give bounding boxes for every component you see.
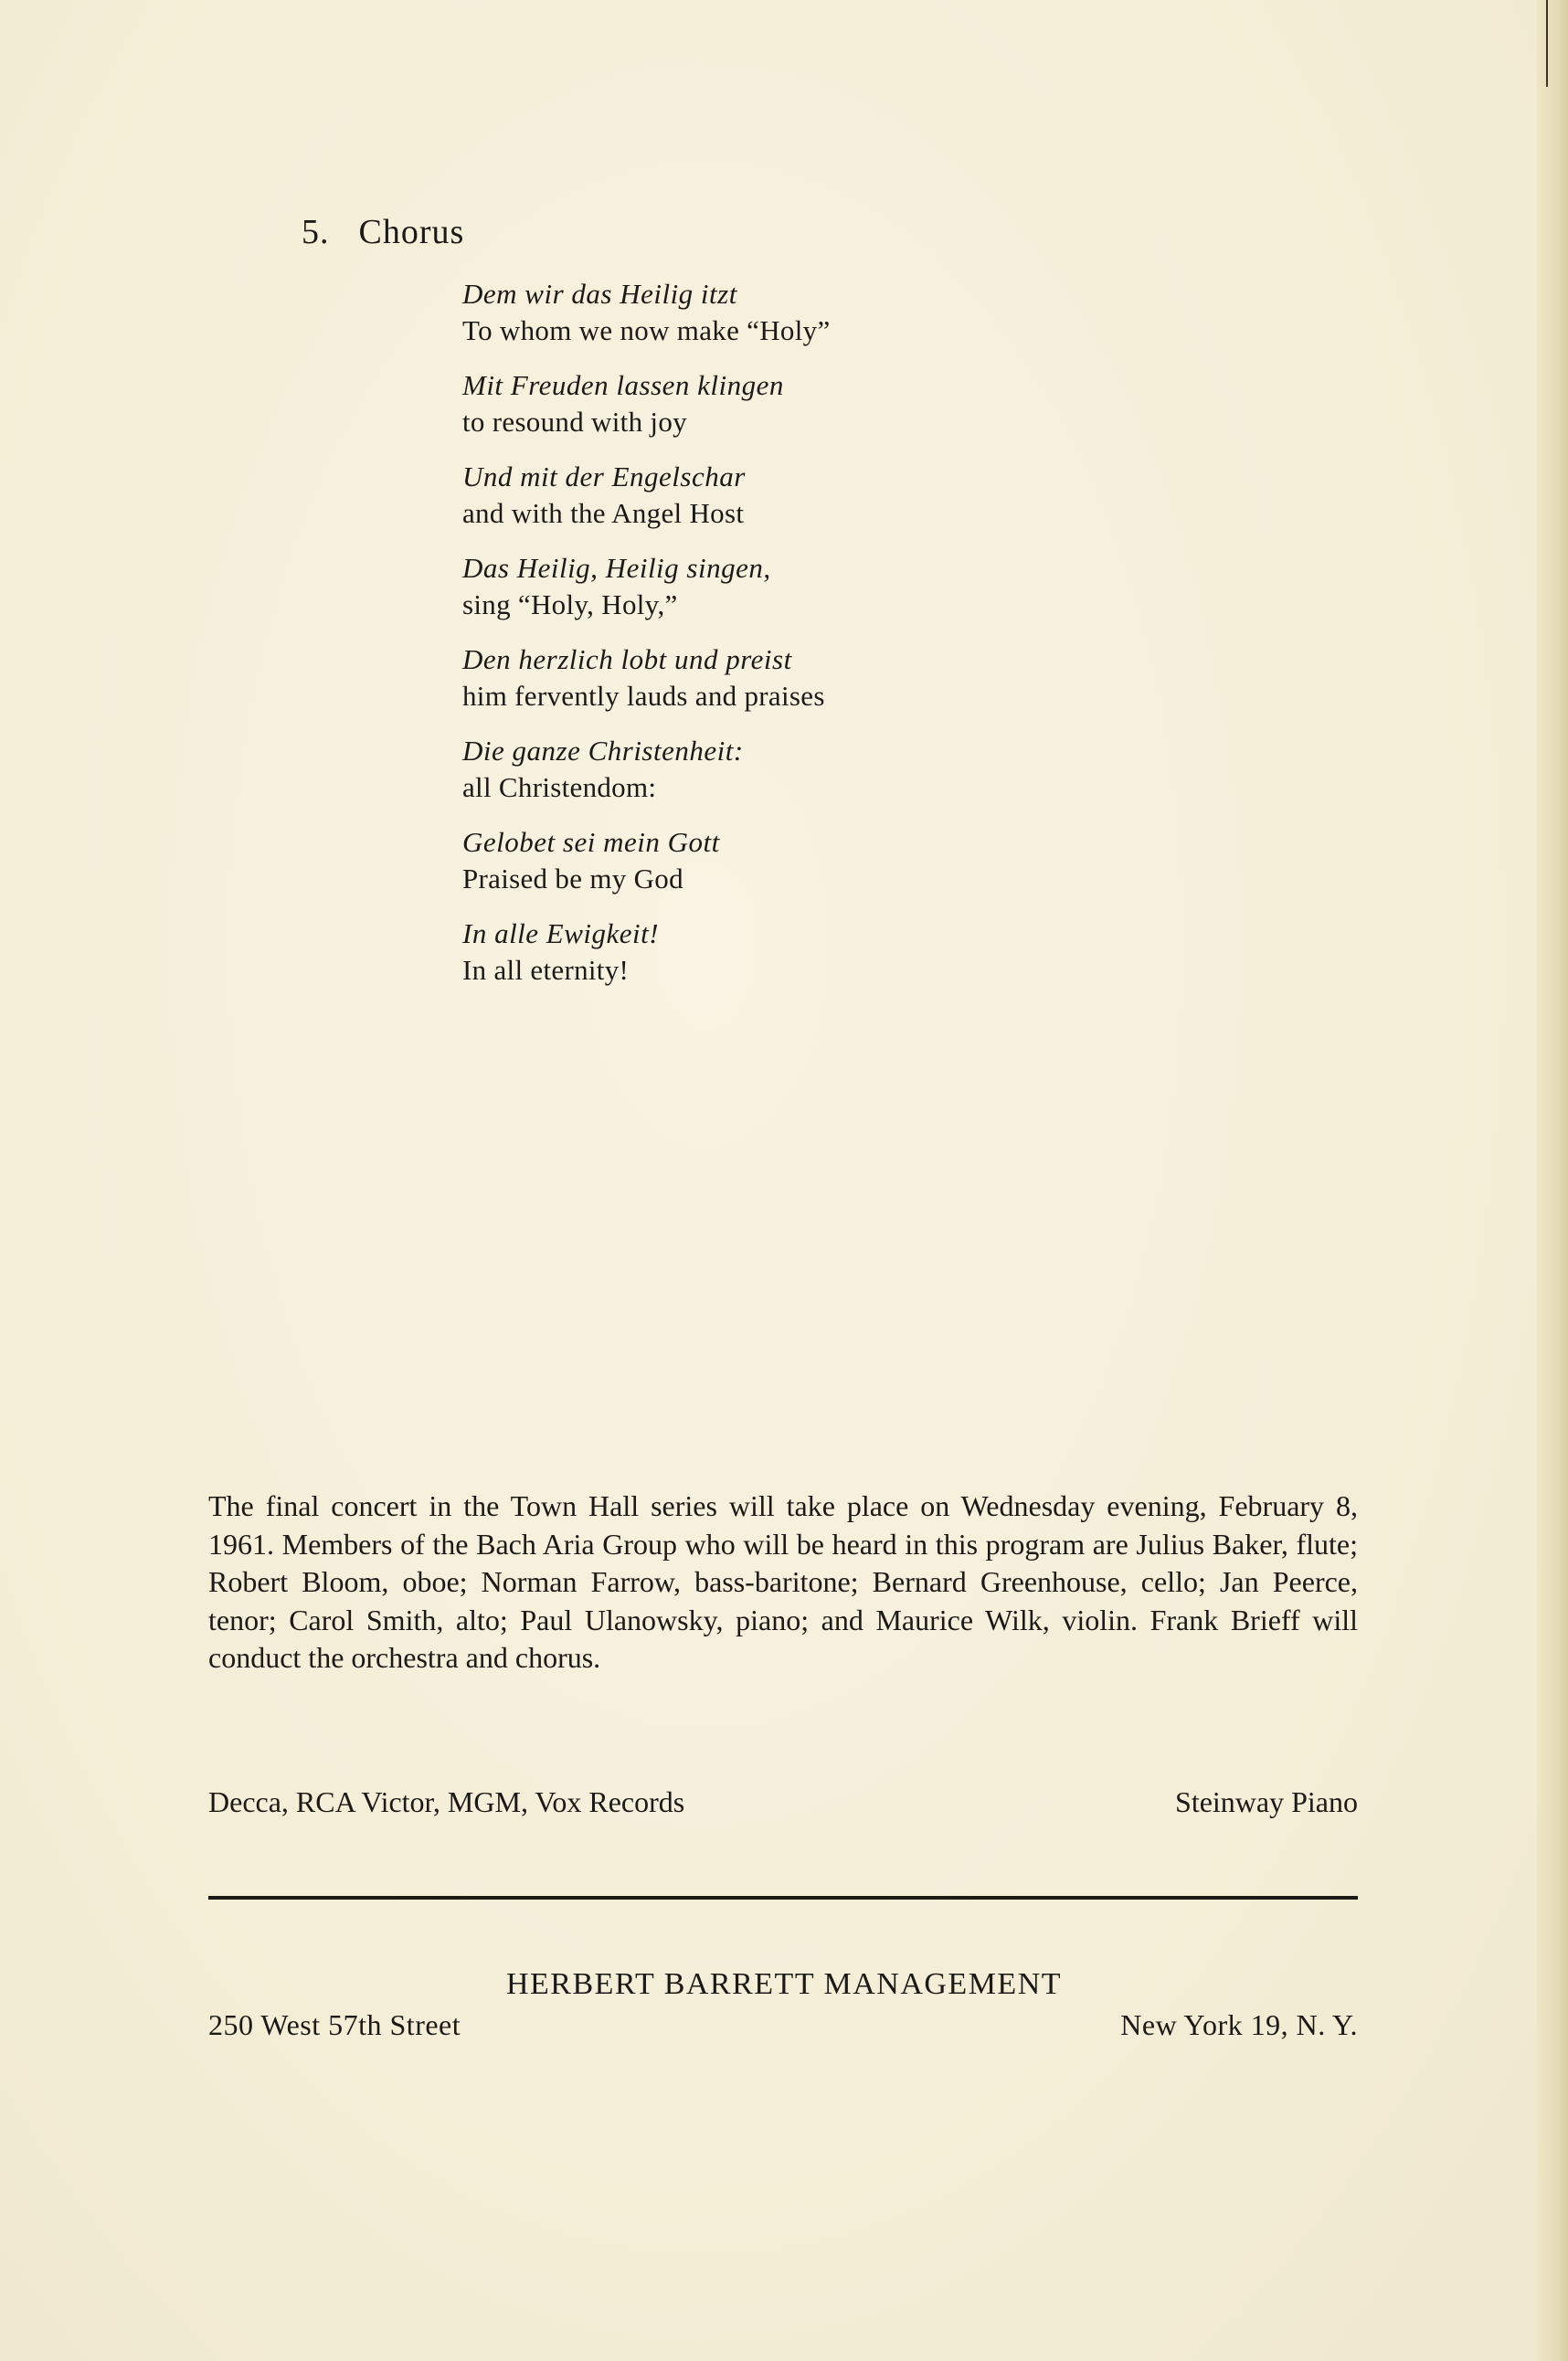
german-line: Dem wir das Heilig itzt	[462, 278, 737, 310]
verse-6	[462, 733, 1285, 806]
verse-3	[462, 459, 1285, 532]
german-line: Und mit der Engelschar	[462, 461, 746, 492]
english-line: to resound with joy	[462, 406, 687, 438]
page-edge-mark	[1546, 0, 1548, 87]
section-heading	[302, 212, 464, 252]
street-address: 250 West 57th Street	[208, 2008, 461, 2041]
verse-5	[462, 641, 1285, 715]
german-line: Mit Freuden lassen klingen	[462, 369, 784, 401]
management-name: HERBERT BARRETT MANAGEMENT	[505, 1967, 1063, 2001]
english-line: him fervently lauds and praises	[462, 680, 825, 712]
section-number: 5.	[302, 213, 330, 251]
german-line: Den herzlich lobt und preist	[462, 643, 792, 675]
city-address: New York 19, N. Y.	[1120, 2008, 1358, 2041]
english-line: To whom we now make “Holy”	[462, 314, 831, 346]
german-line: In alle Ewigkeit!	[462, 917, 660, 949]
section-title: Chorus	[358, 213, 465, 251]
page-edge-shadow	[1537, 0, 1568, 2361]
english-line: In all eternity!	[462, 954, 630, 986]
records-credit: Decca, RCA Victor, MGM, Vox Records	[208, 1785, 685, 1818]
credits-row	[208, 1785, 1358, 1819]
verse-2	[462, 367, 1285, 440]
english-line: and with the Angel Host	[462, 497, 745, 529]
english-line: Praised be my God	[462, 863, 683, 895]
verse-1	[462, 276, 1285, 349]
english-line: sing “Holy, Holy,”	[462, 588, 678, 620]
verse-4	[462, 550, 1285, 623]
divider-rule	[208, 1896, 1358, 1900]
management-address	[208, 2008, 1358, 2042]
german-line: Das Heilig, Heilig singen,	[462, 552, 771, 584]
english-line: all Christendom:	[462, 771, 657, 803]
german-line: Die ganze Christenheit:	[462, 735, 744, 767]
piano-credit: Steinway Piano	[1175, 1785, 1358, 1818]
concert-announcement: The final concert in the Town Hall series will take place on Wednesday evening, February 8, 1961. Members of the Bach Aria Group who will be heard in this program are Julius Baker, flute; Robert Bloom, oboe; Norman Farrow, bass-baritone; Bernard Greenhouse, cello; Jan Peerce, tenor; Carol Smith, alto; Paul Ulanowsky, piano; and Maurice Wilk, violin. Frank Brieff will conduct the orchestra and chorus.	[208, 1489, 1358, 1674]
german-line: Gelobet sei mein Gott	[462, 826, 720, 858]
verse-7	[462, 824, 1285, 897]
verse-8	[462, 916, 1285, 989]
